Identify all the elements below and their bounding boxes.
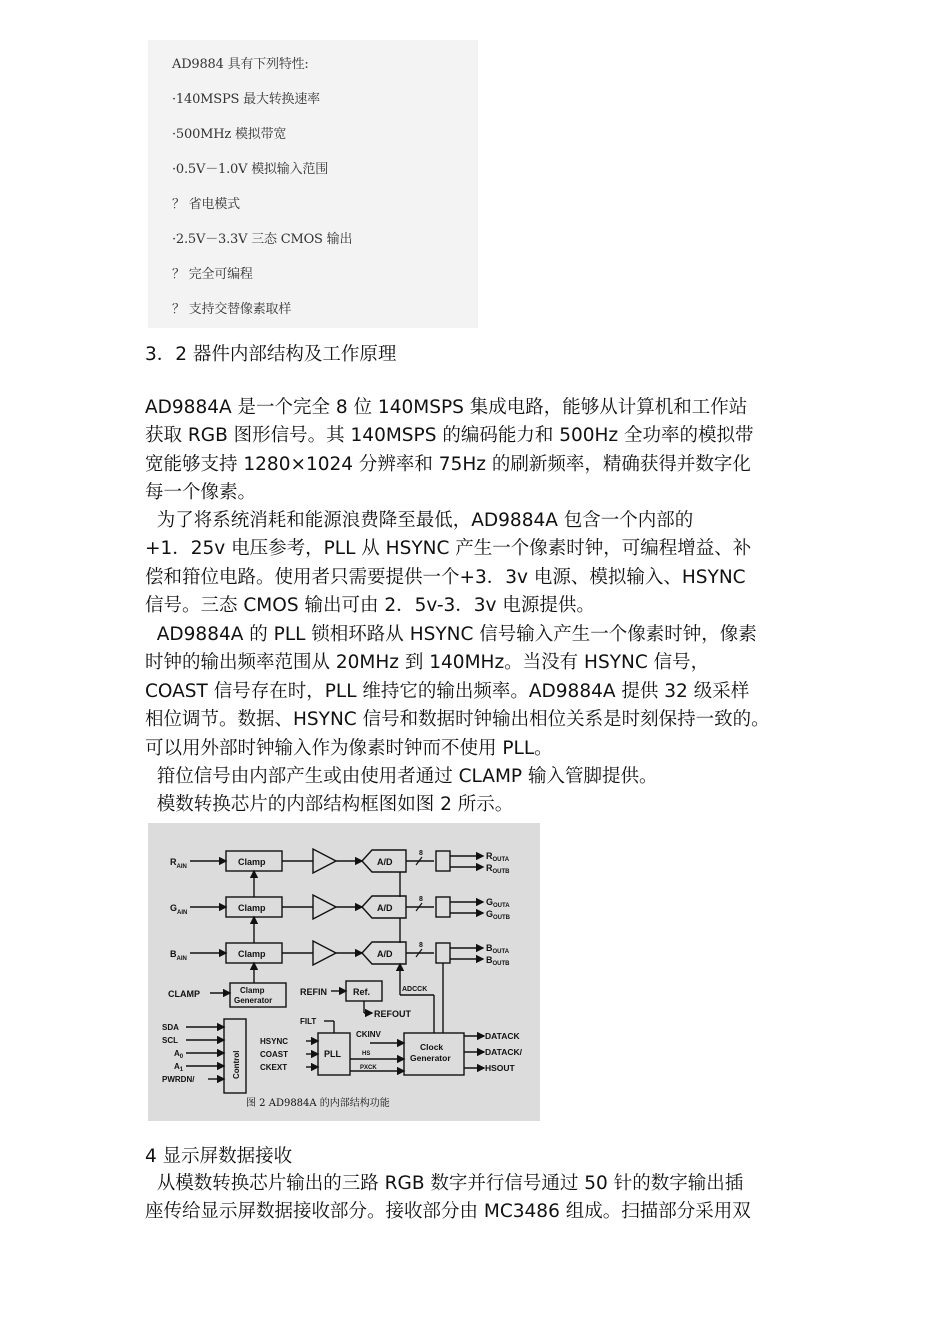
pin-sda: SDA bbox=[162, 1023, 179, 1032]
text-line: 可以用外部时钟输入作为像素时钟而不使用 PLL。 bbox=[145, 737, 553, 759]
feature-item: ？ 支持交替像素取样 bbox=[172, 302, 292, 317]
output-r-b: $R_{OUTB}$ bbox=[486, 863, 510, 875]
output-r-a: $R_{OUTA}$ bbox=[486, 851, 510, 863]
datack-n-out: DATACK/ bbox=[485, 1047, 522, 1057]
refout-label: REFOUT bbox=[374, 1009, 411, 1019]
pin-pwrdn: PWRDN/ bbox=[162, 1075, 195, 1084]
feature-item: ·500MHz 模拟带宽 bbox=[172, 127, 287, 142]
text-line: 宽能够支持 1280×1024 分辨率和 75Hz 的刷新频率，精确获得并数字化 bbox=[145, 453, 751, 475]
text-line: AD9884A 是一个完全 8 位 140MSPS 集成电路，能够从计算机和工作站 bbox=[145, 397, 748, 418]
bits-label: 8 bbox=[419, 942, 423, 949]
hs-label: HS bbox=[362, 1051, 371, 1057]
pin-a1: $A_1$ bbox=[174, 1062, 184, 1073]
feature-item: ·2.5V－3.3V 三态 CMOS 输出 bbox=[172, 232, 353, 247]
output-b-a: $B_{OUTA}$ bbox=[486, 943, 510, 955]
pin-a0: $A_0$ bbox=[174, 1049, 184, 1060]
clamp-block-b: Clamp bbox=[238, 949, 266, 959]
refin-label: REFIN bbox=[300, 987, 327, 997]
pll-block: PLL bbox=[324, 1049, 341, 1059]
input-g-label: $G_{AIN}$ bbox=[170, 903, 188, 916]
text-line: 座传给显示屏数据接收部分。接收部分由 MC3486 组成。扫描部分采用双 bbox=[145, 1201, 751, 1223]
feature-item: ·0.5V－1.0V 模拟输入范围 bbox=[172, 162, 328, 177]
bits-label: 8 bbox=[419, 896, 423, 903]
ad-block-b: A/D bbox=[377, 949, 393, 959]
block-diagram-figure bbox=[148, 823, 540, 1121]
pin-ckext: CKEXT bbox=[260, 1063, 288, 1072]
datack-out: DATACK bbox=[485, 1031, 520, 1041]
ad-block-r: A/D bbox=[377, 857, 393, 867]
paragraph-4 bbox=[145, 763, 657, 820]
ckinv-label: CKINV bbox=[356, 1030, 381, 1039]
text-line: 信号。三态 CMOS 输出可由 2．5v-3．3v 电源提供。 bbox=[145, 595, 595, 617]
section-heading-3-2: 3．2 器件内部结构及工作原理 bbox=[145, 344, 397, 365]
filt-label: FILT bbox=[300, 1017, 317, 1026]
text-line: 偿和箝位电路。使用者只需要提供一个+3．3v 电源、模拟输入、HSYNC bbox=[145, 566, 746, 588]
text-line: 时钟的输出频率范围从 20MHz 到 140MHz。当没有 HSYNC 信号， bbox=[145, 652, 710, 674]
input-b-label: $B_{AIN}$ bbox=[170, 949, 187, 962]
text-line: +1．25v 电压参考，PLL 从 HSYNC 产生一个像素时钟，可编程增益、补 bbox=[145, 538, 752, 560]
clamp-gen-line1: Clamp bbox=[240, 986, 265, 995]
text-line: AD9884A 的 PLL 锁相环路从 HSYNC 信号输入产生一个像素时钟，像素 bbox=[145, 624, 757, 645]
paragraph-3 bbox=[145, 621, 770, 763]
feature-item: ？ 省电模式 bbox=[172, 197, 240, 212]
text-line: COAST 信号存在时，PLL 维持它的输出频率。AD9884A 提供 32 级采样 bbox=[145, 680, 750, 702]
input-r-label: $R_{AIN}$ bbox=[170, 857, 187, 870]
paragraph-5 bbox=[145, 1170, 751, 1227]
hsout-out: HSOUT bbox=[485, 1063, 515, 1073]
feature-list-scan bbox=[148, 40, 478, 328]
clock-gen-line2: Generator bbox=[410, 1053, 451, 1063]
bits-label: 8 bbox=[419, 850, 423, 857]
pin-scl: SCL bbox=[162, 1036, 178, 1045]
ref-block: Ref. bbox=[353, 987, 371, 997]
text-line: 获取 RGB 图形信号。其 140MSPS 的编码能力和 500Hz 全功率的模拟带 bbox=[145, 425, 754, 447]
feature-item: ？ 完全可编程 bbox=[172, 267, 253, 282]
ad-block-g: A/D bbox=[377, 903, 393, 913]
pin-coast: COAST bbox=[260, 1050, 288, 1059]
clamp-gen-line2: Generator bbox=[234, 996, 273, 1005]
text-line: 相位调节。数据、HSYNC 信号和数据时钟输出相位关系是时刻保持一致的。 bbox=[145, 709, 770, 731]
text-line: 每一个像素。 bbox=[145, 482, 257, 504]
text-line: 箝位信号由内部产生或由使用者通过 CLAMP 输入管脚提供。 bbox=[145, 766, 658, 787]
text-line: 从模数转换芯片输出的三路 RGB 数字并行信号通过 50 针的数字输出插 bbox=[145, 1173, 744, 1194]
control-block: Control bbox=[232, 1050, 241, 1079]
text-line: 为了将系统消耗和能源浪费降至最低，AD9884A 包含一个内部的 bbox=[145, 510, 694, 531]
output-g-a: $G_{OUTA}$ bbox=[486, 897, 510, 909]
clamp-block-g: Clamp bbox=[238, 903, 266, 913]
paragraph-1 bbox=[145, 394, 754, 508]
output-g-b: $G_{OUTB}$ bbox=[486, 909, 511, 921]
clock-gen-line1: Clock bbox=[420, 1042, 444, 1052]
clamp-block-r: Clamp bbox=[238, 857, 266, 867]
section-heading-4: 4 显示屏数据接收 bbox=[145, 1146, 293, 1167]
paragraph-2 bbox=[145, 507, 751, 621]
feature-item: ·140MSPS 最大转换速率 bbox=[172, 92, 320, 107]
feature-list-title: AD9884 具有下列特性: bbox=[172, 57, 309, 72]
figure-caption: 图 2 AD9884A 的内部结构功能 bbox=[246, 1098, 390, 1109]
pxck-label: PXCK bbox=[360, 1065, 377, 1071]
pin-hsync: HSYNC bbox=[260, 1037, 289, 1046]
output-b-b: $B_{OUTB}$ bbox=[486, 955, 510, 967]
text-line: 模数转换芯片的内部结构框图如图 2 所示。 bbox=[145, 794, 514, 816]
adcck-label: ADCCK bbox=[402, 986, 428, 993]
clamp-pin-label: CLAMP bbox=[168, 989, 200, 999]
